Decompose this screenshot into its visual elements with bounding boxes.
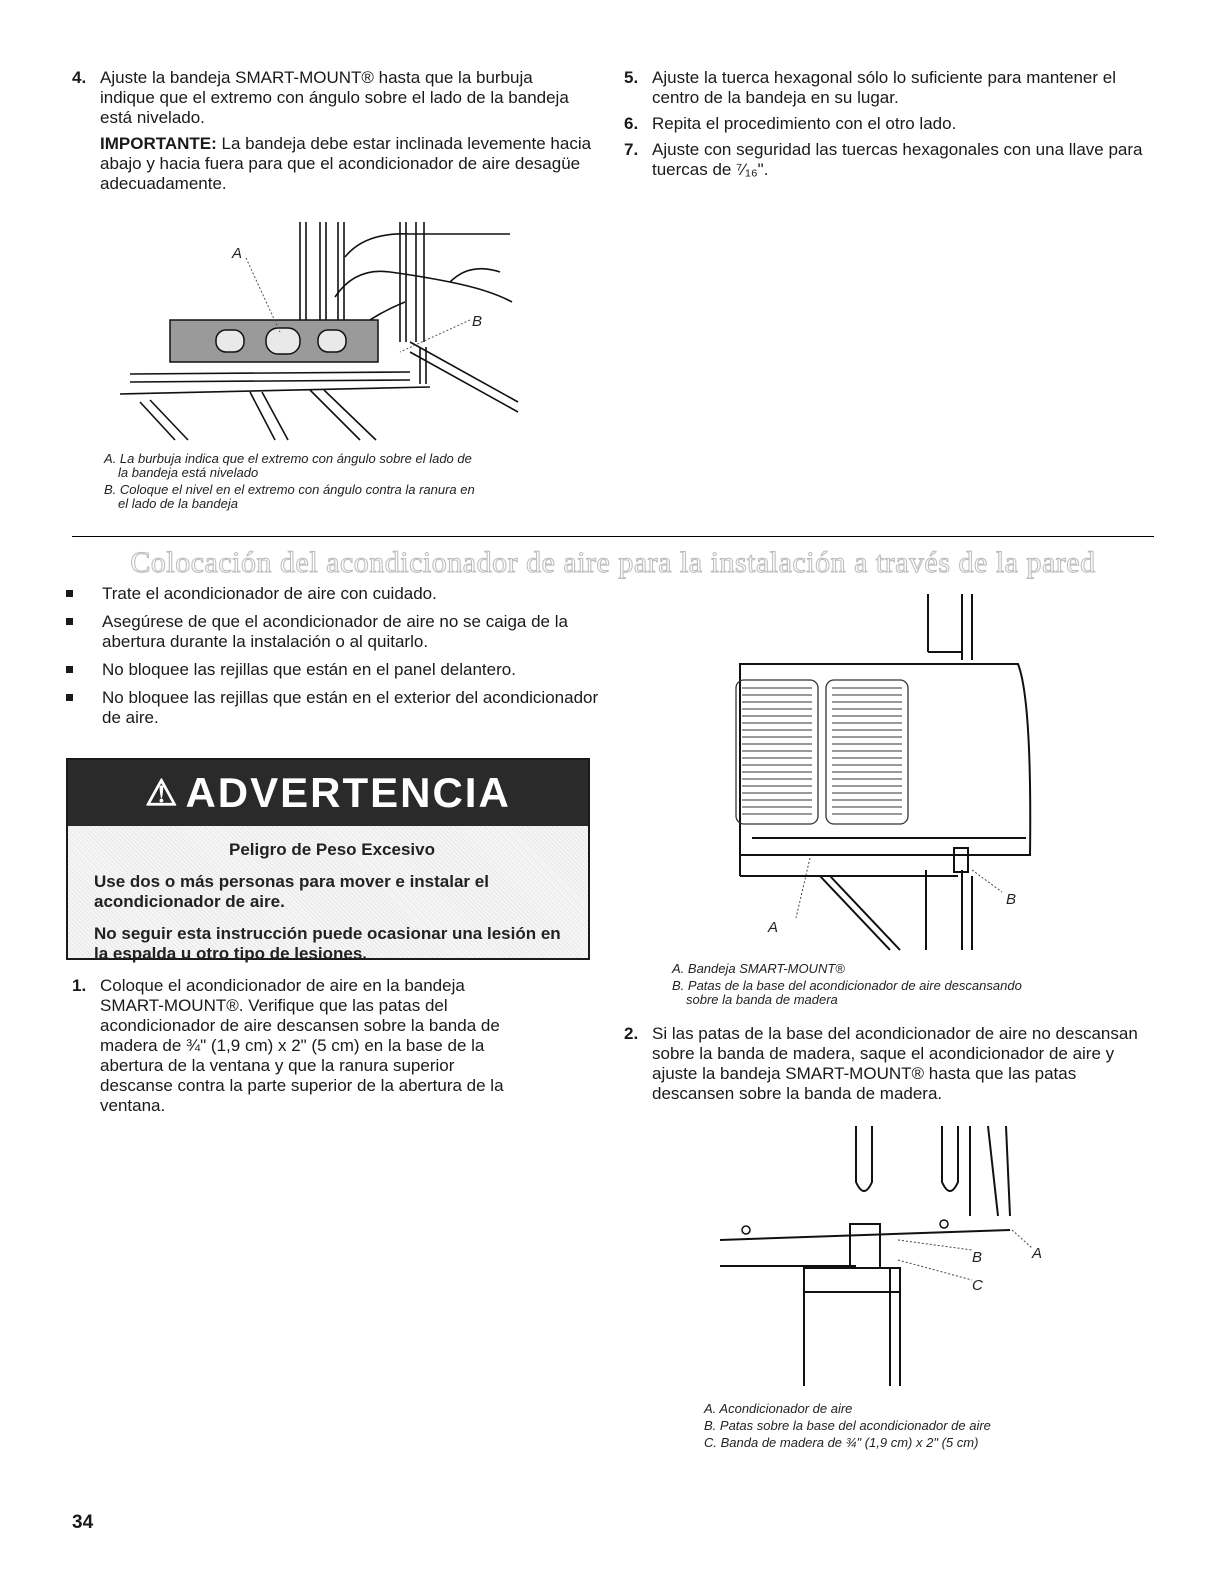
step-2 xyxy=(624,1024,1154,1110)
warning-title: ADVERTENCIA xyxy=(185,769,511,816)
ac-unit-figure xyxy=(700,590,1040,956)
important-label: IMPORTANTE: xyxy=(100,134,217,153)
step-text: Coloque el acondicionador de aire en la bandeja SMART-MOUNT®. Verifique que las patas del acondicionador de aire descansen sobre la banda de madera de ¾" (1,9 cm) x 2" (5 cm) en la base de la abertura de la ventana y que la ranura superior descanse contra la parte superior de la abertura de la ventana. xyxy=(100,976,504,1115)
step-7 xyxy=(624,140,1154,186)
base-legs-figure xyxy=(720,1120,1060,1392)
page-number: 34 xyxy=(72,1512,94,1533)
bullet-item: No bloquee las rejillas que están en el exterior del acondicionador de aire. xyxy=(62,688,602,728)
bullet-item: Trate el acondicionador de aire con cuidado. xyxy=(62,584,602,604)
level-figure xyxy=(120,212,540,444)
step-number: 6. xyxy=(624,114,639,133)
figure3-caption xyxy=(704,1402,1144,1453)
bullet-item: No bloquee las rejillas que están en el panel delantero. xyxy=(62,660,602,680)
caption-c: C. Banda de madera de ¾" (1,9 cm) x 2" (5 cm) xyxy=(704,1435,979,1450)
figure3-label-b: B xyxy=(972,1249,983,1266)
section-divider xyxy=(72,536,1154,537)
caption-a: A. Acondicionador de aire xyxy=(704,1401,853,1416)
figure3-label-a: A xyxy=(1032,1245,1043,1262)
step-text: Ajuste la tuerca hexagonal sólo lo suficiente para mantener el centro de la bandeja en su lugar. xyxy=(652,68,1117,107)
bullet-list xyxy=(62,584,602,736)
warning-heading: Peligro de Peso Excesivo xyxy=(229,840,435,859)
important-text: La bandeja debe estar inclinada levemente hacia abajo y hacia fuera para que el acondicionador de aire desagüe adecuadamente. xyxy=(100,134,592,193)
step-4 xyxy=(72,68,592,200)
figure3-label-c: C xyxy=(972,1277,983,1294)
figure1-label-a: A xyxy=(232,245,243,262)
caption-b: B. Coloque el nivel en el extremo con ángulo contra la ranura en el lado de la bandeja xyxy=(104,482,475,511)
figure1-caption xyxy=(104,452,584,514)
caption-b: B. Patas sobre la base del acondicionador de aire xyxy=(704,1418,991,1433)
figure2-caption xyxy=(672,962,1152,1010)
important-note xyxy=(100,134,592,194)
caption-a: A. Bandeja SMART-MOUNT® xyxy=(672,961,845,976)
step-text: Ajuste la bandeja SMART-MOUNT® hasta que la burbuja indique que el extremo con ángulo sobre el lado de la bandeja está nivelado. xyxy=(100,68,569,127)
figure2-label-a: A xyxy=(768,919,779,936)
caption-b: B. Patas de la base del acondicionador de aire descansando sobre la banda de madera xyxy=(672,978,1022,1007)
step-number: 2. xyxy=(624,1024,639,1043)
warning-triangle-icon: ⚠ xyxy=(145,772,180,813)
section-title: Colocación del acondicionador de aire para la instalación a través de la pared xyxy=(130,546,1096,579)
step-1 xyxy=(72,976,512,1122)
warning-box xyxy=(66,758,590,963)
figure1-label-b: B xyxy=(472,313,483,330)
step-text: Repita el procedimiento con el otro lado. xyxy=(652,114,957,133)
caption-a: A. La burbuja indica que el extremo con ángulo sobre el lado de la bandeja está nivelado xyxy=(104,451,472,480)
step-number: 1. xyxy=(72,976,87,995)
step-5 xyxy=(624,68,1154,114)
step-number: 7. xyxy=(624,140,639,159)
bullet-item: Asegúrese de que el acondicionador de aire no se caiga de la abertura durante la instalación o al quitarlo. xyxy=(62,612,602,652)
step-6 xyxy=(624,114,1154,140)
warning-line-1: Use dos o más personas para mover e instalar el acondicionador de aire. xyxy=(94,872,489,911)
step-text: Si las patas de la base del acondicionador de aire no descansan sobre la banda de madera, saque el acondicionador de aire y ajuste la bandeja SMART-MOUNT® hasta que las patas descansen sobre la banda de madera. xyxy=(652,1024,1138,1103)
figure2-label-b: B xyxy=(1006,891,1017,908)
step-number: 4. xyxy=(72,68,87,87)
step-number: 5. xyxy=(624,68,639,87)
step-text: Ajuste con seguridad las tuercas hexagonales con una llave para tuercas de ⁷⁄₁₆". xyxy=(652,140,1143,179)
warning-line-2: No seguir esta instrucción puede ocasionar una lesión en la espalda u otro tipo de lesiones. xyxy=(94,924,561,963)
warning-header xyxy=(68,760,588,826)
